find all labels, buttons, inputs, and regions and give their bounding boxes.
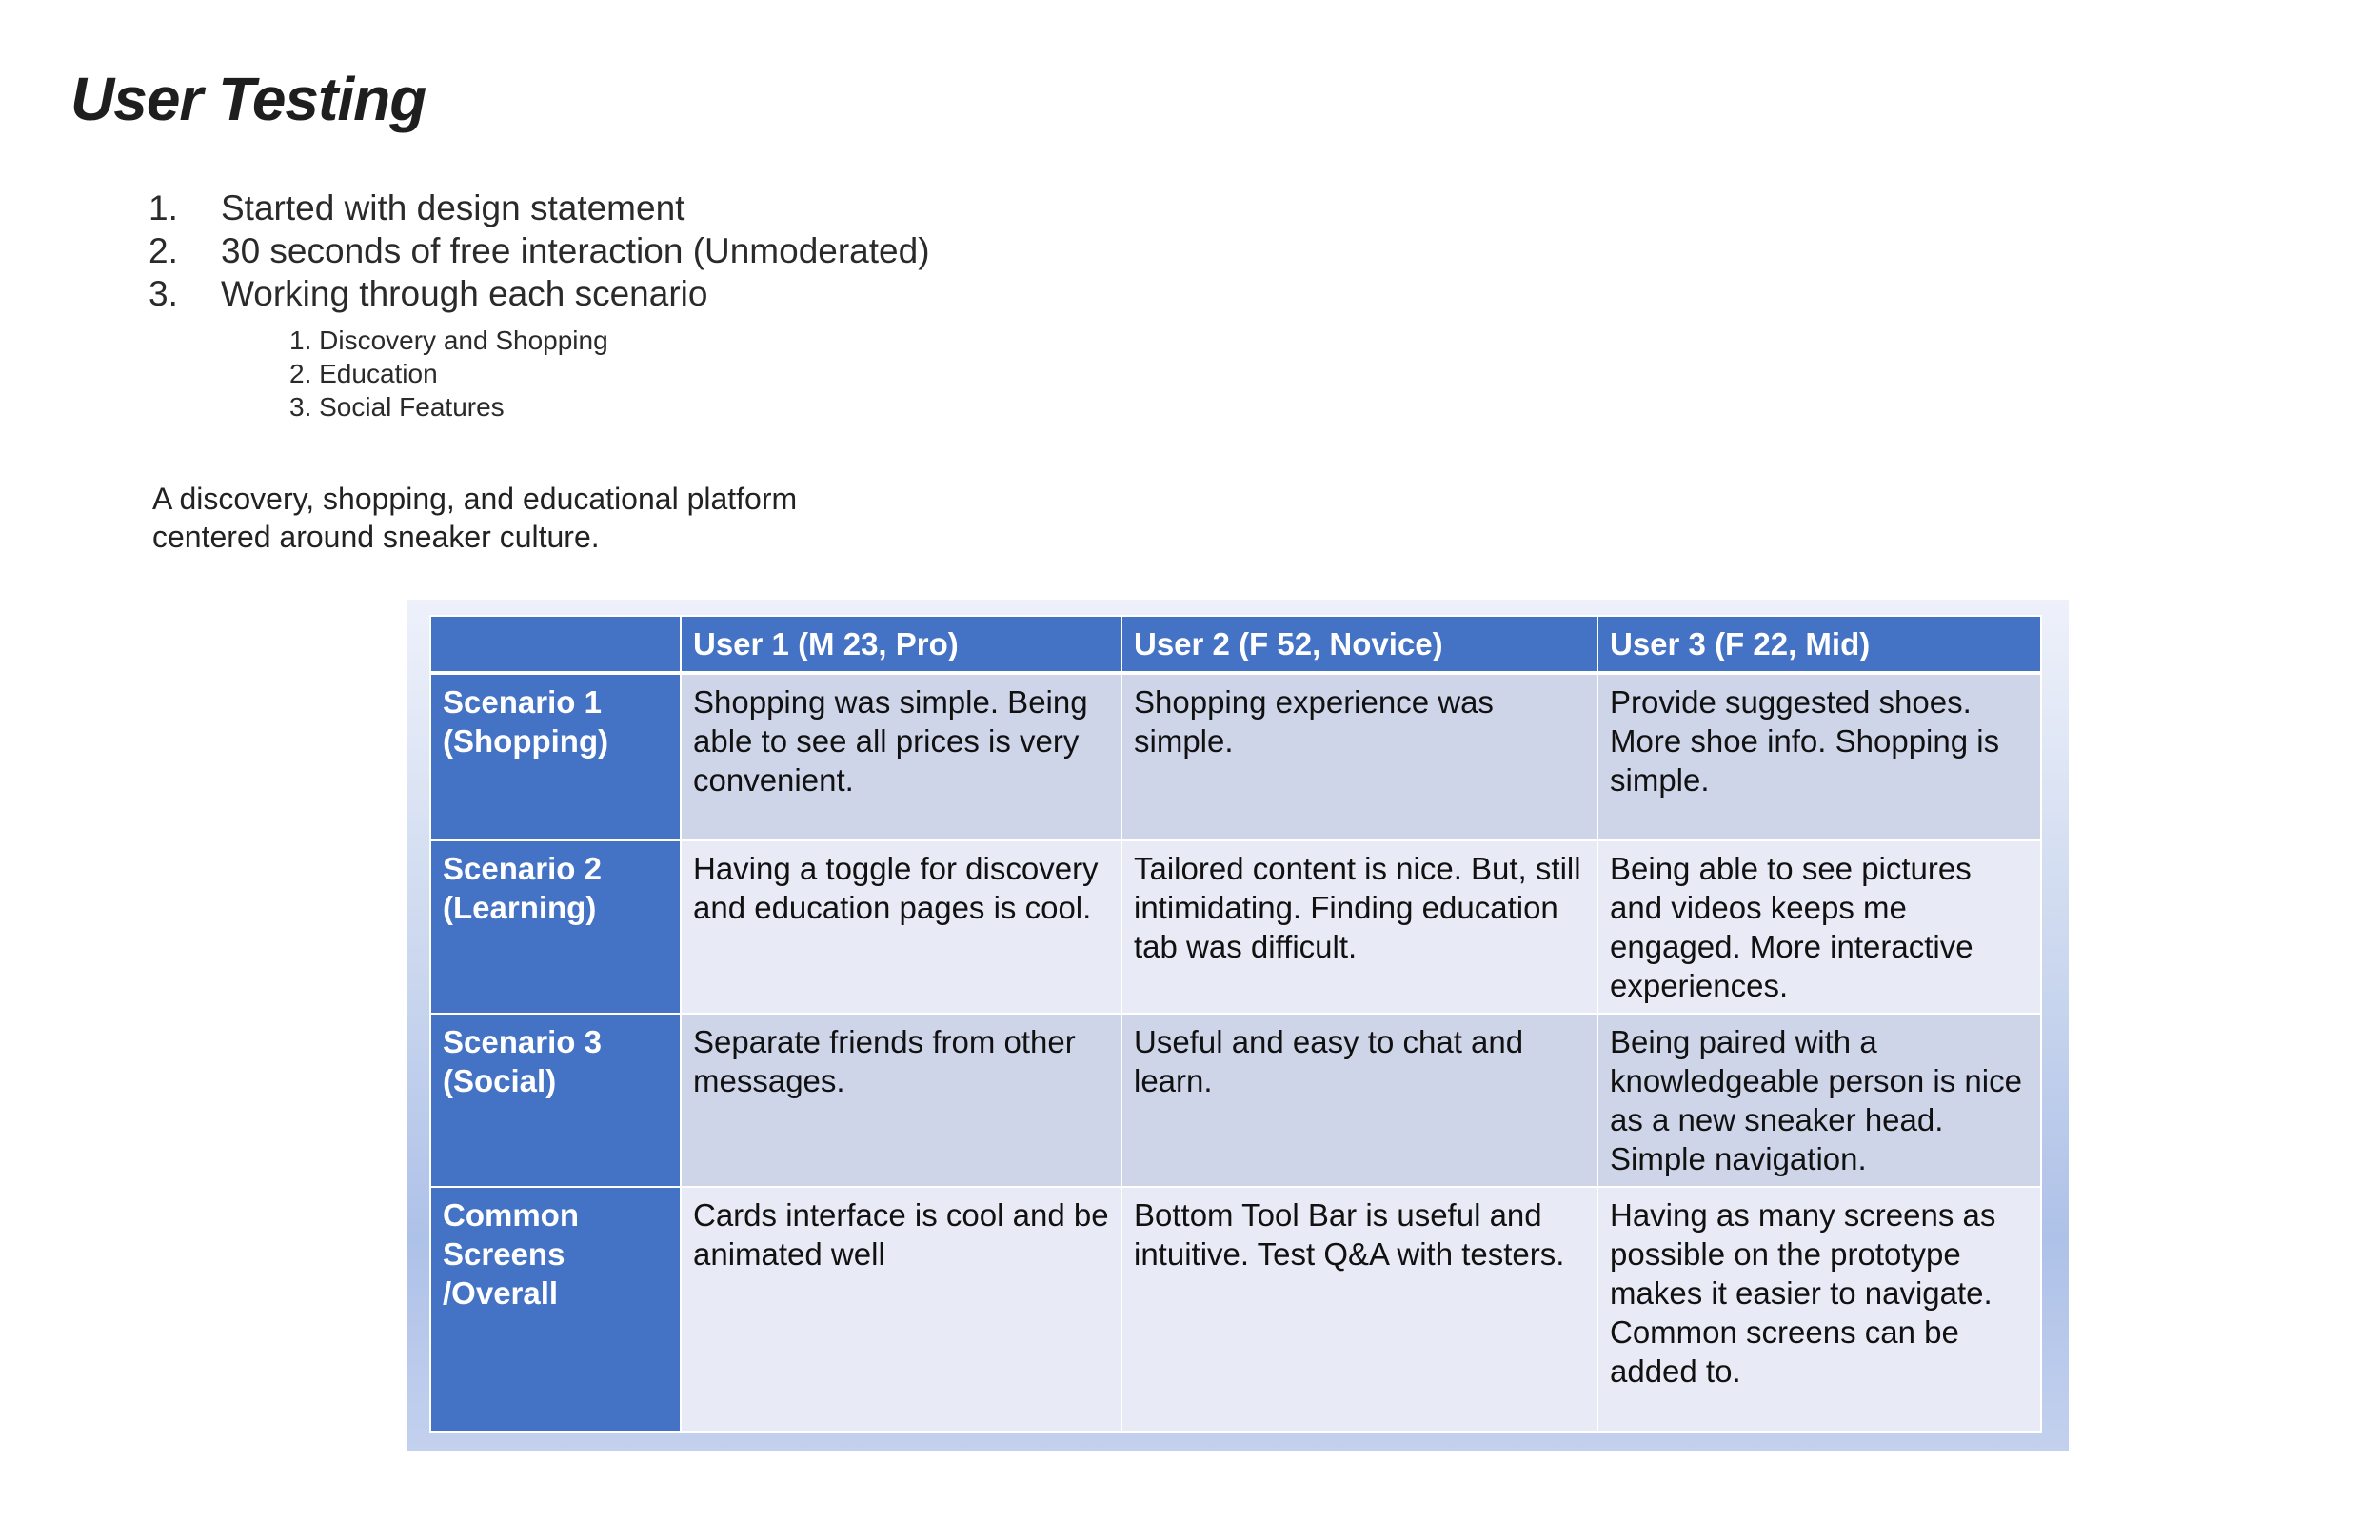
results-table-frame [407, 600, 2069, 1451]
scenario-subitem: 2. Education [289, 359, 438, 388]
table-row-scenario-1 [430, 673, 2041, 840]
step-text: 30 seconds of free interaction (Unmoderated) [221, 231, 930, 270]
table-cell: Tailored content is nice. But, still intimidating. Finding education tab was difficult. [1121, 840, 1597, 1014]
table-cell: Useful and easy to chat and learn. [1121, 1014, 1597, 1187]
scenario-sublist [289, 324, 608, 424]
table-cell: Cards interface is cool and be animated well [681, 1187, 1121, 1432]
page-title: User Testing [70, 65, 426, 133]
row-header-scenario-3: Scenario 3 (Social) [430, 1014, 681, 1187]
row-header-scenario-1: Scenario 1 (Shopping) [430, 673, 681, 840]
table-cell: Being paired with a knowledgeable person is nice as a new sneaker head. Simple navigation. [1597, 1014, 2041, 1187]
column-header-user-3: User 3 (F 22, Mid) [1597, 616, 2041, 673]
table-cell: Separate friends from other messages. [681, 1014, 1121, 1187]
table-row-scenario-3 [430, 1014, 2041, 1187]
step-number: 3. [149, 274, 178, 313]
scenario-subitem: 3. Social Features [289, 392, 505, 422]
step-item [149, 272, 930, 315]
design-statement: A discovery, shopping, and educational platform centered around sneaker culture. [152, 482, 798, 554]
row-header-common-screens: Common Screens /Overall [430, 1187, 681, 1432]
table-cell: Having a toggle for discovery and education pages is cool. [681, 840, 1121, 1014]
step-item [149, 187, 930, 229]
column-header-user-2: User 2 (F 52, Novice) [1121, 616, 1597, 673]
table-row-scenario-2 [430, 840, 2041, 1014]
row-header-scenario-2: Scenario 2 (Learning) [430, 840, 681, 1014]
table-cell: Having as many screens as possible on the prototype makes it easier to navigate. Common screens can be added to. [1597, 1187, 2041, 1432]
step-item [149, 229, 930, 272]
step-number: 1. [149, 188, 178, 227]
table-cell: Being able to see pictures and videos keeps me engaged. More interactive experiences. [1597, 840, 2041, 1014]
step-text: Started with design statement [221, 188, 685, 227]
table-cell: Bottom Tool Bar is useful and intuitive. Test Q&A with testers. [1121, 1187, 1597, 1432]
column-header-user-1: User 1 (M 23, Pro) [681, 616, 1121, 673]
table-header-row [430, 616, 2041, 673]
table-cell: Provide suggested shoes. More shoe info. Shopping is simple. [1597, 673, 2041, 840]
step-number: 2. [149, 231, 178, 270]
table-row-common-screens [430, 1187, 2041, 1432]
table-corner-cell [430, 616, 681, 673]
table-cell: Shopping was simple. Being able to see all prices is very convenient. [681, 673, 1121, 840]
step-text: Working through each scenario [221, 274, 708, 313]
user-testing-results-table [429, 615, 2042, 1433]
scenario-subitem: 1. Discovery and Shopping [289, 326, 608, 355]
table-cell: Shopping experience was simple. [1121, 673, 1597, 840]
steps-list [149, 187, 930, 315]
